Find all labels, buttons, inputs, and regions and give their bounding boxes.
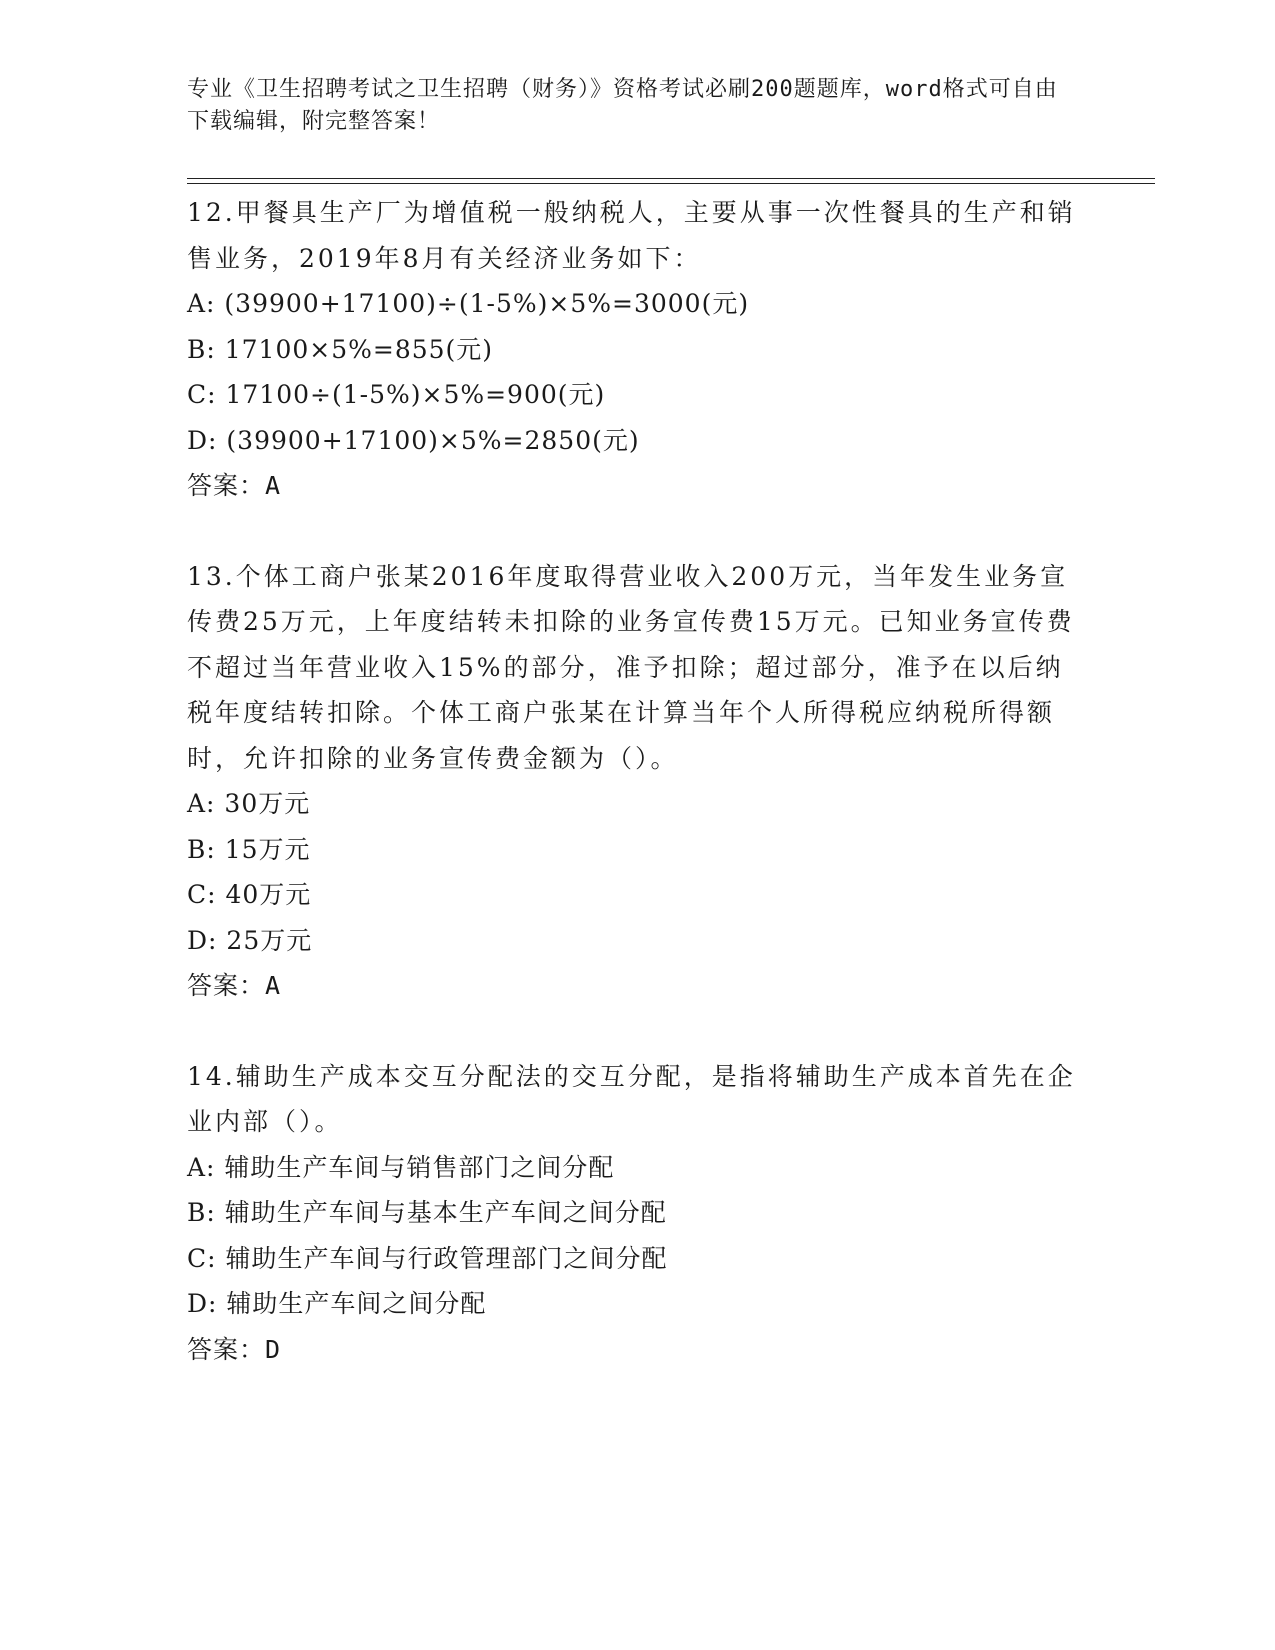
question-spacer bbox=[187, 509, 1087, 554]
header-intro: 专业《卫生招聘考试之卫生招聘（财务）》资格考试必刷200题题库，word格式可自由下载编辑，附完整答案！ bbox=[187, 77, 1058, 134]
option-d: D: 25万元 bbox=[187, 925, 313, 955]
option-d: D: 辅助生产车间之间分配 bbox=[187, 1289, 487, 1318]
question-list bbox=[187, 190, 1087, 1372]
option-c: C: 辅助生产车间与行政管理部门之间分配 bbox=[187, 1243, 668, 1273]
question-12 bbox=[187, 190, 1087, 509]
header-divider-top bbox=[187, 178, 1155, 179]
answer-line: 答案：D bbox=[187, 1334, 282, 1364]
question-stem: 12.甲餐具生产厂为增值税一般纳税人，主要从事一次性餐具的生产和销售业务，2019年8月有关经济业务如下： bbox=[187, 198, 1076, 273]
option-b: B: 17100×5%=855(元) bbox=[187, 334, 494, 364]
option-a: A: (39900+17100)÷(1-5%)×5%=3000(元) bbox=[187, 289, 750, 318]
option-a: A: 30万元 bbox=[187, 789, 311, 818]
option-b: B: 15万元 bbox=[187, 834, 311, 864]
option-c: C: 40万元 bbox=[187, 880, 312, 909]
option-a: A: 辅助生产车间与销售部门之间分配 bbox=[187, 1152, 615, 1182]
option-d: D: (39900+17100)×5%=2850(元) bbox=[187, 425, 640, 455]
question-stem: 14.辅助生产成本交互分配法的交互分配，是指将辅助生产成本首先在企业内部（）。 bbox=[187, 1061, 1076, 1136]
question-14 bbox=[187, 1054, 1087, 1373]
header-divider-bottom bbox=[187, 183, 1155, 184]
option-c: C: 17100÷(1-5%)×5%=900(元) bbox=[187, 380, 606, 409]
answer-line: 答案：A bbox=[187, 971, 282, 1000]
question-spacer bbox=[187, 1009, 1087, 1054]
question-13 bbox=[187, 554, 1087, 1009]
option-b: B: 辅助生产车间与基本生产车间之间分配 bbox=[187, 1198, 667, 1227]
question-stem: 13.个体工商户张某2016年度取得营业收入200万元，当年发生业务宣传费25万元，上年度结转未扣除的业务宣传费15万元。已知业务宣传费不超过当年营业收入15%的部分，准予扣除；超过部分，准予在以后纳税年度结转扣除。个体工商户张某在计算当年个人所得税应纳税所得额时，允许扣除的业务宣传费金额为（）。 bbox=[187, 561, 1075, 773]
answer-line: 答案：A bbox=[187, 471, 282, 500]
